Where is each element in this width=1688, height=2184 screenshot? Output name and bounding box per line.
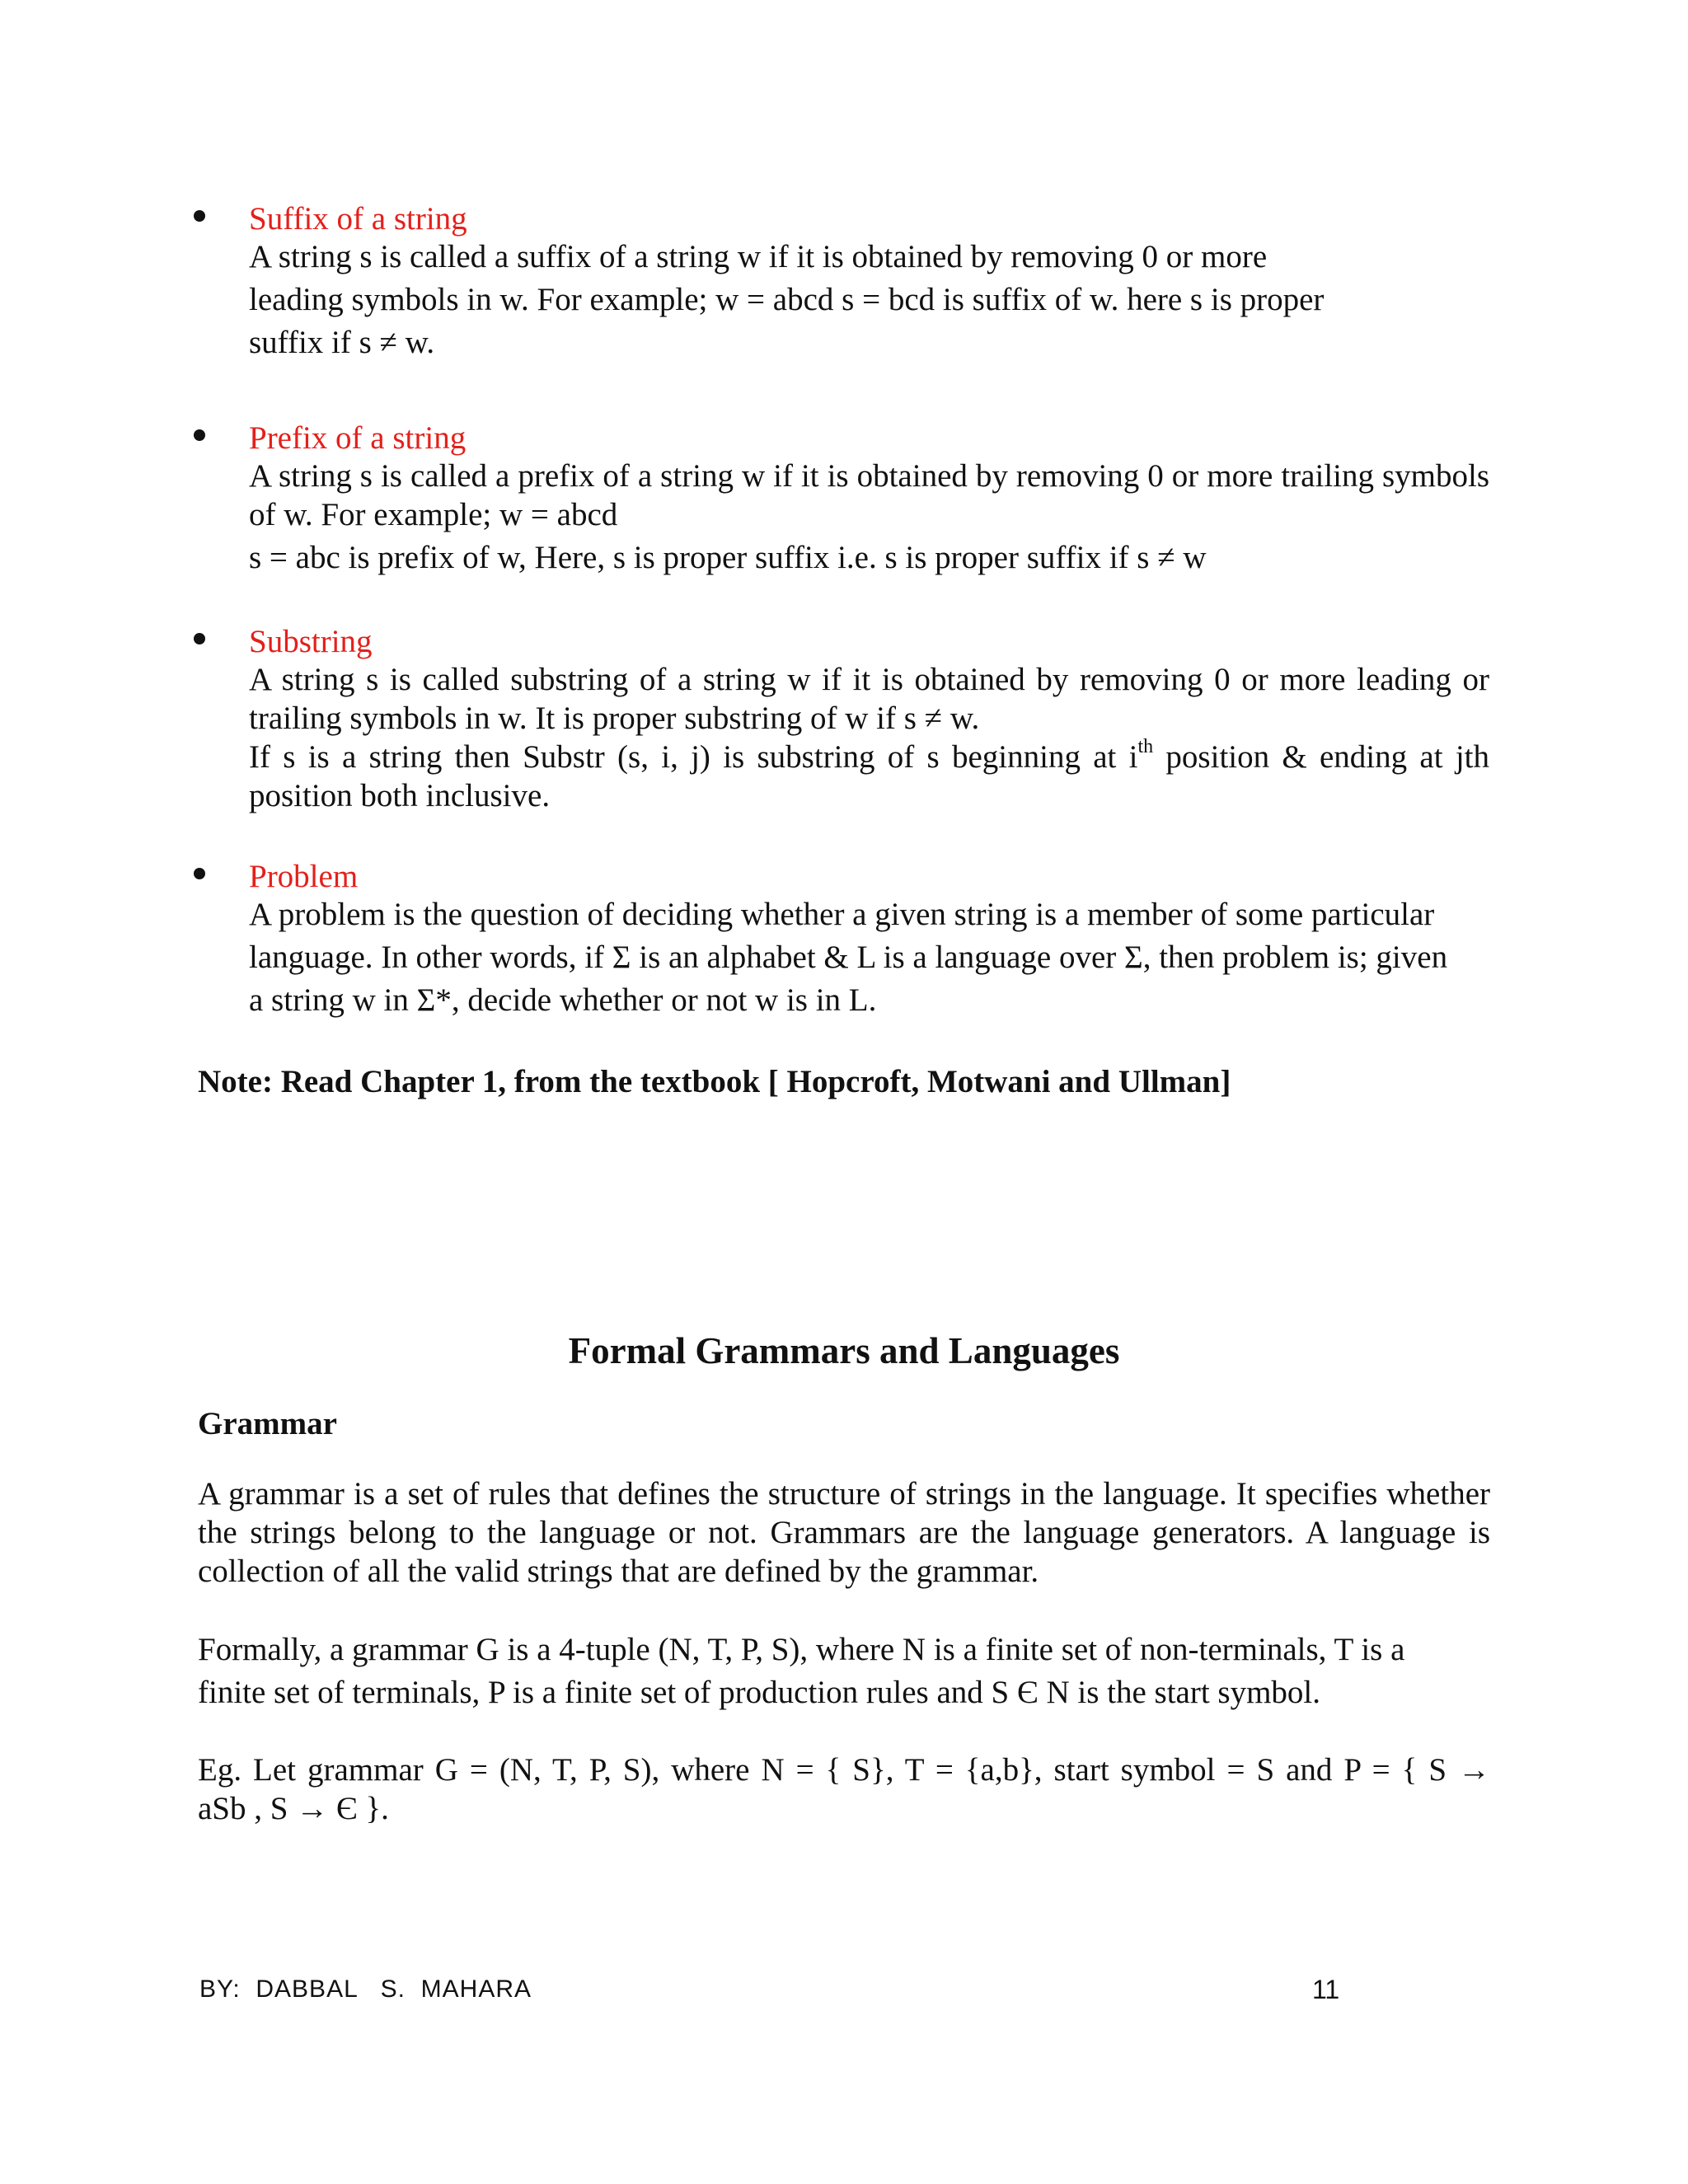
bullet-text-line: A string s is called a prefix of a string w if it is obtained by removing 0 or more trailing symbols <box>249 458 1489 494</box>
note-text: Note: Read Chapter 1, from the textbook [ Hopcroft, Motwani and Ullman] <box>198 1064 1231 1099</box>
bullet-dot <box>194 429 205 441</box>
bullet-title-substring: Substring <box>249 624 373 659</box>
bullet-text-line: leading symbols in w. For example; w = abcd s = bcd is suffix of w. here s is proper <box>249 282 1325 317</box>
paragraph-line: finite set of terminals, P is a finite set of production rules and S Є N is the start symbol. <box>198 1675 1321 1710</box>
section-heading: Formal Grammars and Languages <box>568 1330 1120 1371</box>
bullet-text-line: A string s is called a suffix of a string w if it is obtained by removing 0 or more <box>249 239 1268 274</box>
bullet-title-problem: Problem <box>249 859 359 894</box>
paragraph-line: Formally, a grammar G is a 4-tuple (N, T, P, S), where N is a finite set of non-terminals, T is a <box>198 1632 1405 1667</box>
footer-author: BY: DABBAL S. MAHARA <box>199 1975 532 2003</box>
page-number: 11 <box>1312 1975 1340 2004</box>
paragraph-line: Eg. Let grammar G = (N, T, P, S), where N = { S}, T = {a,b}, start symbol = S and P = { S → <box>198 1752 1490 1788</box>
bullet-text-line <box>249 738 1489 776</box>
paragraph-line: A grammar is a set of rules that defines the structure of strings in the language. It specifies whether <box>198 1476 1490 1511</box>
section-subheading: Grammar <box>198 1406 337 1441</box>
bullet-dot <box>194 868 205 879</box>
paragraph-line: aSb , S → Є }. <box>198 1791 389 1826</box>
bullet-text-line: A string s is called substring of a string w if it is obtained by removing 0 or more leading or <box>249 662 1489 697</box>
superscript-th: th <box>1137 736 1154 757</box>
bullet-title-suffix: Suffix of a string <box>249 201 467 237</box>
bullet-title-prefix: Prefix of a string <box>249 420 467 456</box>
bullet-text-line: position both inclusive. <box>249 778 551 813</box>
bullet-text-line: trailing symbols in w. It is proper substring of w if s ≠ w. <box>249 701 980 736</box>
bullet-text-line: language. In other words, if Σ is an alphabet & L is a language over Σ, then problem is; given <box>249 940 1448 975</box>
bullet-text-line: A problem is the question of deciding whether a given string is a member of some particular <box>249 897 1435 932</box>
bullet-text-line: s = abc is prefix of w, Here, s is proper suffix i.e. s is proper suffix if s ≠ w <box>249 540 1207 575</box>
bullet-text-line: a string w in Σ*, decide whether or not w is in L. <box>249 982 877 1018</box>
bullet-text-line: suffix if s ≠ w. <box>249 325 435 360</box>
bullet-dot <box>194 210 205 222</box>
paragraph-line: the strings belong to the language or not. Grammars are the language generators. A language is <box>198 1515 1490 1550</box>
substring-line3-post: position & ending at jth <box>1153 739 1489 775</box>
substring-line3-pre: If s is a string then Substr (s, i, j) is substring of s beginning at i <box>249 739 1138 775</box>
bullet-dot <box>194 633 205 644</box>
paragraph-line: collection of all the valid strings that are defined by the grammar. <box>198 1554 1039 1589</box>
bullet-text-line: of w. For example; w = abcd <box>249 497 618 532</box>
